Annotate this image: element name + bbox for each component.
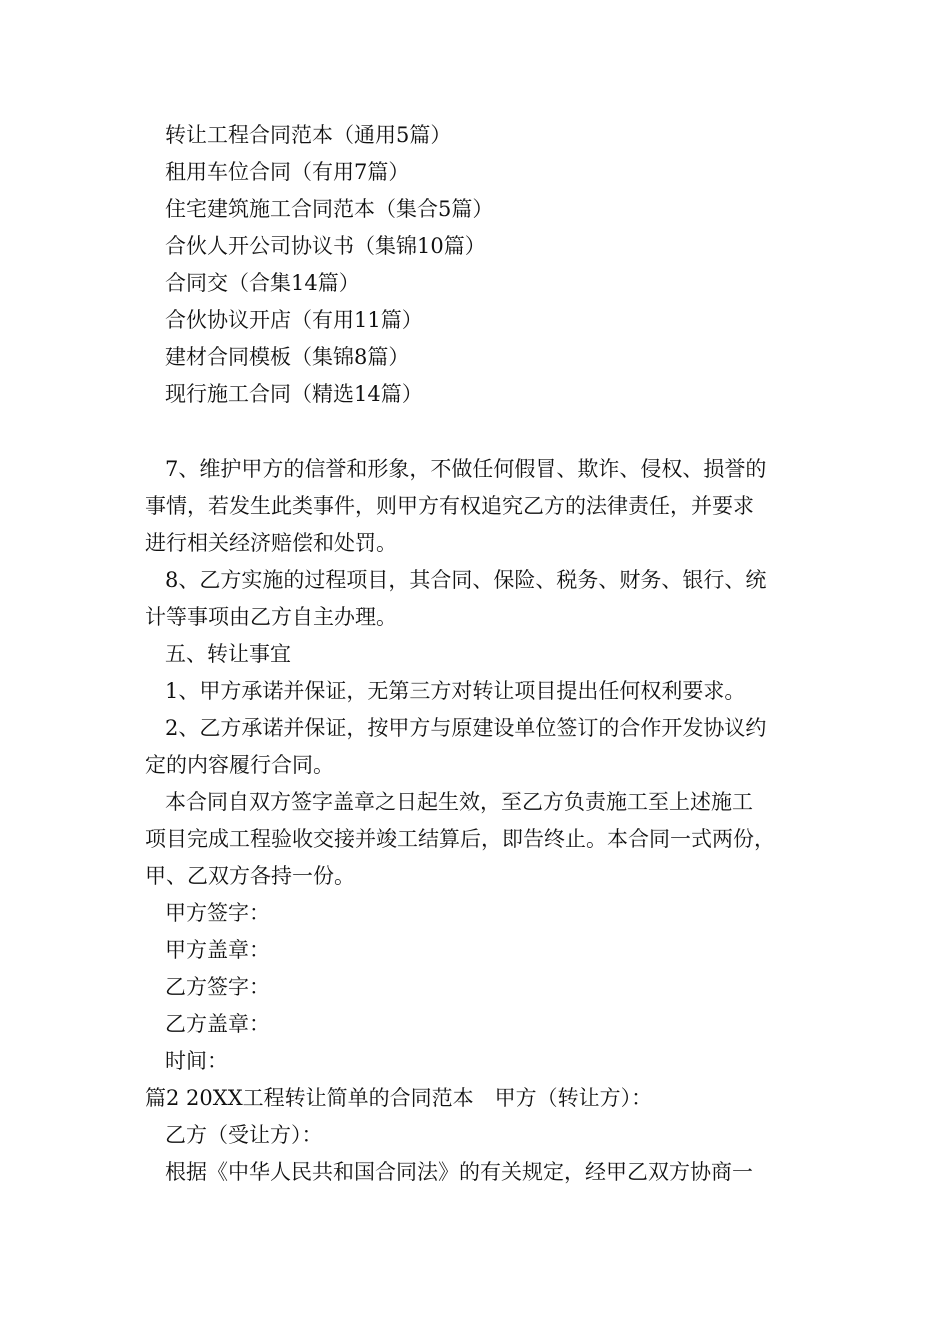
related-link[interactable]: 现行施工合同（精选14篇） <box>165 382 423 406</box>
signature-field: 甲方签字： <box>165 901 270 925</box>
clause-7-line: 进行相关经济赔偿和处罚。 <box>145 531 397 555</box>
related-link[interactable]: 合同交（合集14篇） <box>165 271 360 295</box>
related-link[interactable]: 建材合同模板（集锦8篇） <box>165 345 410 369</box>
preamble-line: 根据《中华人民共和国合同法》的有关规定，经甲乙双方协商一 <box>165 1160 753 1184</box>
clause-7-line: 事情，若发生此类事件，则甲方有权追究乙方的法律责任，并要求 <box>145 494 754 518</box>
effective-clause: 本合同自双方签字盖章之日起生效，至乙方负责施工至上述施工 <box>165 790 753 814</box>
seal-field: 甲方盖章： <box>165 938 270 962</box>
clause-8-line: 计等事项由乙方自主办理。 <box>145 605 397 629</box>
transfer-clause-1: 1、甲方承诺并保证，无第三方对转让项目提出任何权利要求。 <box>165 679 746 703</box>
signature-field: 乙方签字： <box>165 975 270 999</box>
transfer-clause-2: 定的内容履行合同。 <box>145 753 334 777</box>
related-link[interactable]: 住宅建筑施工合同范本（集合5篇） <box>165 197 494 221</box>
seal-field: 乙方盖章： <box>165 1012 270 1036</box>
clause-8-line: 8、乙方实施的过程项目，其合同、保险、税务、财务、银行、统 <box>165 568 767 592</box>
effective-clause: 甲、乙双方各持一份。 <box>145 864 355 888</box>
clause-7-line: 7、维护甲方的信誉和形象，不做任何假冒、欺诈、侵权、损誉的 <box>165 457 767 481</box>
party-b-field: 乙方（受让方）： <box>165 1123 323 1147</box>
article-title: 篇2 20XX工程转让简单的合同范本 甲方（转让方）： <box>145 1086 653 1110</box>
effective-clause: 项目完成工程验收交接并竣工结算后，即告终止。本合同一式两份， <box>145 827 775 851</box>
related-link[interactable]: 合伙协议开店（有用11篇） <box>165 308 423 332</box>
related-link[interactable]: 租用车位合同（有用7篇） <box>165 160 410 184</box>
related-link[interactable]: 转让工程合同范本（通用5篇） <box>165 123 452 147</box>
date-field: 时间： <box>165 1049 228 1073</box>
section-heading: 五、转让事宜 <box>165 642 291 666</box>
transfer-clause-2: 2、乙方承诺并保证，按甲方与原建设单位签订的合作开发协议约 <box>165 716 767 740</box>
related-link[interactable]: 合伙人开公司协议书（集锦10篇） <box>165 234 486 258</box>
